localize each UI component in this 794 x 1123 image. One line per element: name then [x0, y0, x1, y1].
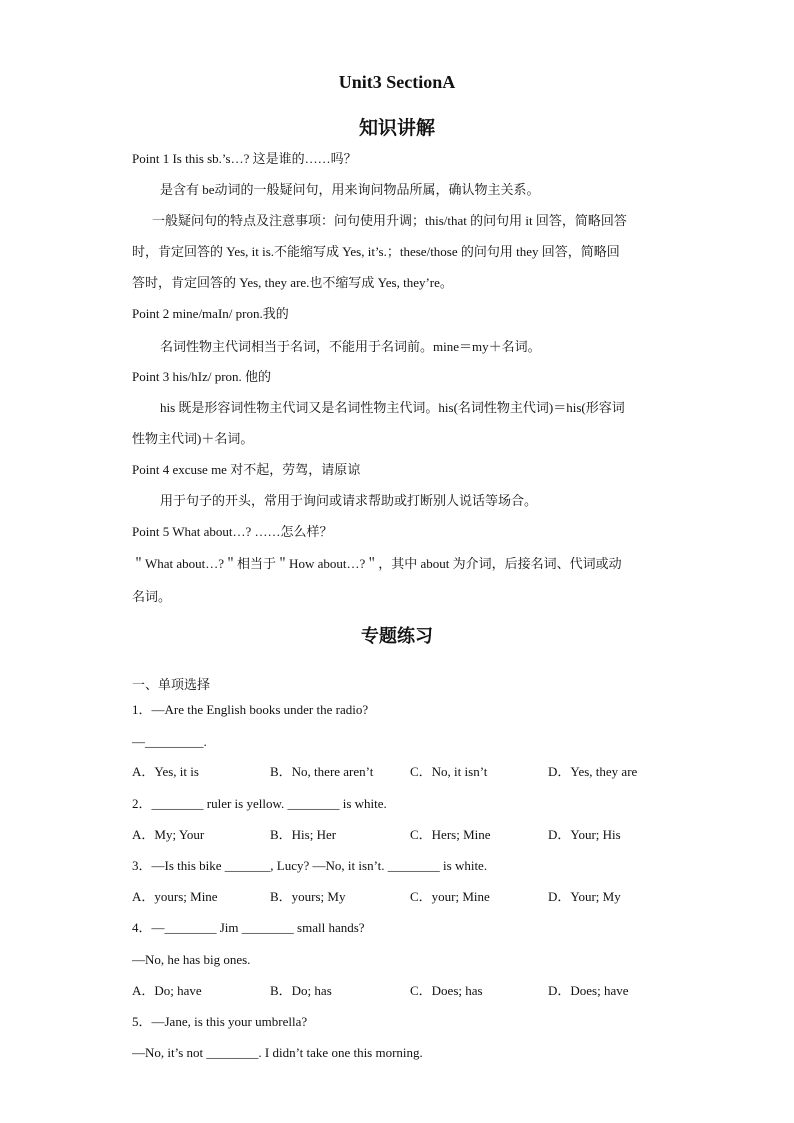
- point-1-line-3: 时，肯定回答的 Yes, it is.不能缩写成 Yes, it’s.；these/those 的问句用 they 回答，简略回: [132, 244, 620, 259]
- question-1-option-a: A．Yes, it is: [132, 764, 199, 779]
- question-2-stem: 2．________ ruler is yellow. ________ is white.: [132, 796, 387, 811]
- question-4-stem: 4．—________ Jim ________ small hands?: [132, 920, 365, 935]
- part-label: 一、单项选择: [132, 677, 211, 692]
- question-2-option-b: B．His; Her: [270, 827, 337, 842]
- point-3-heading: Point 3 his/hIz/ pron. 他的: [132, 369, 272, 384]
- question-4-reply: —No, he has big ones.: [132, 952, 251, 967]
- section-heading-practice: 专题练习: [361, 626, 433, 647]
- point-5-heading: Point 5 What about…? ……怎么样？: [132, 524, 333, 539]
- question-4-option-c: C．Does; has: [410, 983, 483, 998]
- page-title: Unit3 SectionA: [338, 72, 456, 92]
- question-3-stem: 3．—Is this bike _______, Lucy? —No, it isn’t. ________ is white.: [132, 858, 488, 873]
- point-1-heading: Point 1 Is this sb.’s…? 这是谁的……吗？: [132, 151, 357, 166]
- question-1-option-d: D．Yes, they are: [548, 764, 638, 779]
- question-4-option-b: B．Do; has: [270, 983, 332, 998]
- point-3-line-2: 性物主代词)＋名词。: [132, 431, 254, 446]
- point-4-heading: Point 4 excuse me 对不起，劳驾，请原谅: [132, 462, 361, 477]
- question-4-option-a: A．Do; have: [132, 983, 202, 998]
- question-2-option-c: C．Hers; Mine: [410, 827, 491, 842]
- question-1-option-b: B．No, there aren’t: [270, 764, 374, 779]
- point-1-line-4: 答时，肯定回答的 Yes, they are.也不缩写成 Yes, they’re。: [132, 275, 453, 290]
- question-5-reply: —No, it’s not ________. I didn’t take one this morning.: [132, 1045, 423, 1060]
- question-1-option-c: C．No, it isn’t: [410, 764, 488, 779]
- question-3-option-a: A．yours; Mine: [132, 889, 218, 904]
- point-5-line-1: ＂What about…?＂相当于＂How about…?＂，其中 about 为介词，后接名词、代词或动: [132, 556, 622, 571]
- point-1-line-1: 是含有 be动词的一般疑问句，用来询问物品所属，确认物主关系。: [160, 182, 540, 197]
- question-3-option-c: C．your; Mine: [410, 889, 490, 904]
- point-4-line-1: 用于句子的开头，常用于询问或请求帮助或打断别人说话等场合。: [160, 493, 538, 508]
- question-5-stem: 5．—Jane, is this your umbrella?: [132, 1014, 308, 1029]
- question-3-option-d: D．Your; My: [548, 889, 621, 904]
- question-4-option-d: D．Does; have: [548, 983, 629, 998]
- question-1-reply: —_________.: [132, 734, 207, 749]
- section-heading-knowledge: 知识讲解: [358, 117, 435, 139]
- point-2-line-1: 名词性物主代词相当于名词，不能用于名词前。mine＝my＋名词。: [160, 339, 541, 354]
- point-3-line-1: his 既是形容词性物主代词又是名词性物主代词。his(名词性物主代词)＝his(形容词: [160, 400, 625, 415]
- question-1-stem: 1．—Are the English books under the radio?: [132, 702, 369, 717]
- point-5-line-2: 名词。: [132, 589, 172, 604]
- question-3-option-b: B．yours; My: [270, 889, 346, 904]
- question-2-option-d: D．Your; His: [548, 827, 621, 842]
- question-2-option-a: A．My; Your: [132, 827, 205, 842]
- point-2-heading: Point 2 mine/maIn/ pron.我的: [132, 306, 289, 321]
- point-1-line-2: 一般疑问句的特点及注意事项：问句使用升调；this/that 的问句用 it 回答，简略回答: [152, 213, 627, 228]
